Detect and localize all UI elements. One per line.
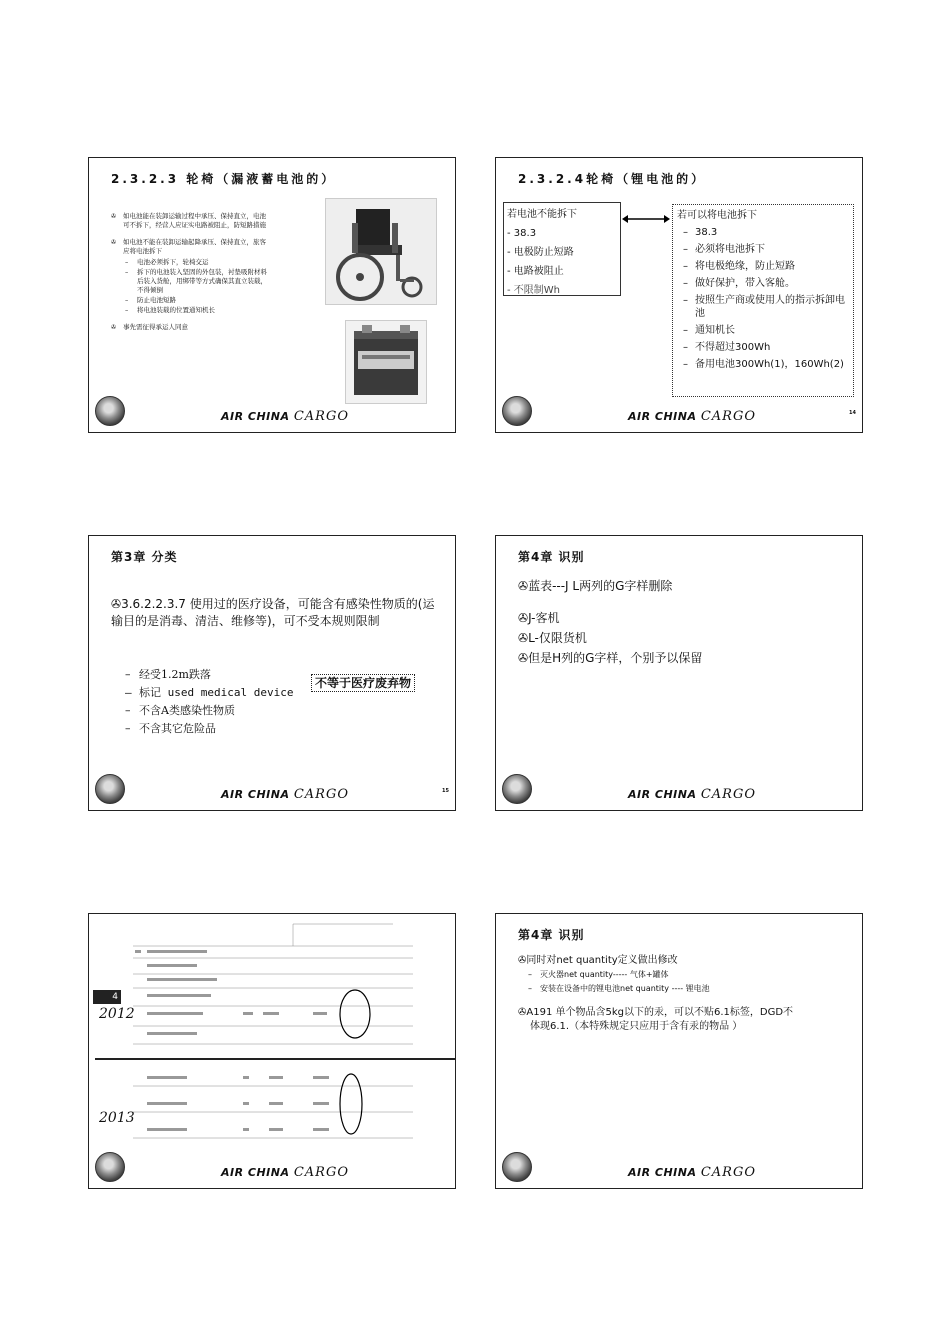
bullet-line: ✇A191 单个物品含5kg以下的汞，可以不贴6.1标签，DGD不 [518, 1007, 794, 1018]
slide-body [518, 576, 702, 668]
air-china-logo-icon [95, 774, 125, 804]
bullet-paragraph: ✇ 事先需征得承运人同意 [111, 323, 188, 331]
year-label-2012: 2012 [99, 1006, 135, 1022]
callout-box: 不等于医疗废弃物 [311, 674, 415, 692]
air-china-logo-icon [502, 1152, 532, 1182]
list-item: – 通知机长 [677, 322, 849, 339]
box-header: 若可以将电池拆下 [677, 210, 757, 221]
slide-title: 第4章 识别 [518, 550, 585, 564]
list-item: – 防止电池短路 [123, 296, 271, 305]
slide-title: 第4章 识别 [518, 928, 585, 942]
footer-brand: AIR CHINA CARGO [221, 787, 350, 802]
footer-brand: AIR CHINA CARGO [221, 1165, 350, 1180]
bullet-icon: ✇ [111, 597, 122, 611]
divider [95, 1058, 455, 1060]
footer-brand: AIR CHINA CARGO [628, 409, 757, 424]
bullet-line: ✇L-仅限货机 [518, 631, 587, 645]
bullet-line: ✇但是H列的G字样，个别予以保留 [518, 651, 703, 665]
list-item: – 拆下的电池装入坚固的外包装，衬垫吸附材料后装入货舱，用绑带等方式确保其直立装载，不得倾倒 [123, 268, 271, 295]
non-removable-box [503, 202, 621, 296]
slide-title: 2.3.2.4轮椅（锂电池的） [518, 172, 707, 186]
slide-wheelchair-spillable [88, 157, 456, 433]
bullet-paragraph: ✇3.6.2.2.3.7 使用过的医疗设备，可能含有感染性物质的(运输目的是消毒、清洁、维修等)，可不受本规则限制 [111, 597, 435, 628]
box-header: 若电池不能拆下 [507, 209, 577, 220]
battery-image [345, 320, 427, 404]
footer-brand: AIR CHINA CARGO [628, 787, 757, 802]
list-item: – 经受1.2m跌落 [125, 666, 293, 684]
bullet-icon: ✇ [518, 1007, 527, 1018]
bullet-icon: ✇ [518, 651, 529, 665]
bullet-icon: ✇ [518, 579, 529, 593]
bullet-icon: ✇ [111, 213, 117, 220]
list-item: – 灭火器net quantity----- 气体+罐体 [518, 968, 848, 982]
list-item: – 电池必须拆下，轮椅交运 [123, 258, 271, 267]
bullet-paragraph: ✇ 如电池能在装卸运输过程中承压、保持直立，电池可不拆下，经营人应证实电路被阻止，防短路措施 [111, 212, 266, 229]
list-item: - 38.3 [507, 228, 537, 239]
sub-list [123, 258, 271, 315]
wheelchair-image [325, 198, 437, 305]
footer-brand: AIR CHINA CARGO [221, 409, 350, 424]
bullet-icon: ✇ [111, 239, 117, 246]
bullet-icon: ✇ [518, 631, 529, 645]
bullet-line: ✇同时对net quantity定义做出修改 [518, 955, 678, 966]
slide-dg-table-comparison [88, 913, 456, 1189]
footer-brand: AIR CHINA CARGO [628, 1165, 757, 1180]
list-item: - 电路被阻止 [507, 266, 564, 277]
list-item: – 必须将电池拆下 [677, 241, 849, 258]
list-item: - 不限制Wh [507, 285, 561, 296]
list-item: – 做好保护，带入客舱。 [677, 275, 849, 292]
list-item: - 电极防止短路 [507, 247, 574, 258]
list-item: – 将电极绝缘，防止短路 [677, 258, 849, 275]
slide-identification-1 [495, 535, 863, 811]
double-arrow-icon [622, 214, 670, 224]
bullet-icon: ✇ [111, 324, 117, 331]
dangerous-goods-table-image [93, 916, 449, 1156]
list-item: – 标记 used medical device [125, 684, 293, 702]
slide-body [518, 954, 848, 1034]
bullet-line: ✇J-客机 [518, 611, 560, 625]
bullet-paragraph: ✇ 如电池不能在装卸运输起降承压、保持直立，旅客应将电池拆下 [111, 238, 266, 255]
slide-title: 第3章 分类 [111, 550, 178, 564]
page-number: 14 [849, 410, 856, 416]
slide-wheelchair-lithium [495, 157, 863, 433]
air-china-logo-icon [502, 774, 532, 804]
list-item: – 备用电池300Wh(1)，160Wh(2) [677, 358, 849, 371]
list-item: – 不含A类感染性物质 [125, 702, 293, 720]
air-china-logo-icon [95, 396, 125, 426]
air-china-logo-icon [95, 1152, 125, 1182]
slide-classification [88, 535, 456, 811]
slide-body [111, 212, 271, 340]
list-item: – 不含其它危险品 [125, 720, 293, 738]
list-item: – 安装在设备中的锂电池net quantity ---- 锂电池 [518, 982, 848, 996]
bullet-icon: ✇ [518, 611, 529, 625]
slide-title: 2.3.2.3 轮椅（漏液蓄电池的） [111, 172, 337, 186]
list-item: – 38.3 [677, 224, 849, 241]
bullet-continuation: 体现6.1.（本特殊规定只应用于含有汞的物品 ） [530, 1021, 743, 1032]
air-china-logo-icon [502, 396, 532, 426]
bullet-icon: ✇ [518, 955, 527, 966]
slide-identification-2 [495, 913, 863, 1189]
list-item: – 不得超过300Wh [677, 339, 849, 356]
removable-box [672, 204, 854, 397]
bullet-line: ✇蓝表---J L两列的G字样删除 [518, 579, 673, 593]
section-badge: 4 [93, 990, 121, 1004]
list-item: – 将电池装载的位置通知机长 [123, 306, 271, 315]
sub-list [125, 666, 293, 738]
year-label-2013: 2013 [99, 1110, 135, 1126]
page-number: 15 [442, 788, 449, 794]
list-item: – 按照生产商或使用人的指示拆卸电池 [677, 294, 849, 320]
